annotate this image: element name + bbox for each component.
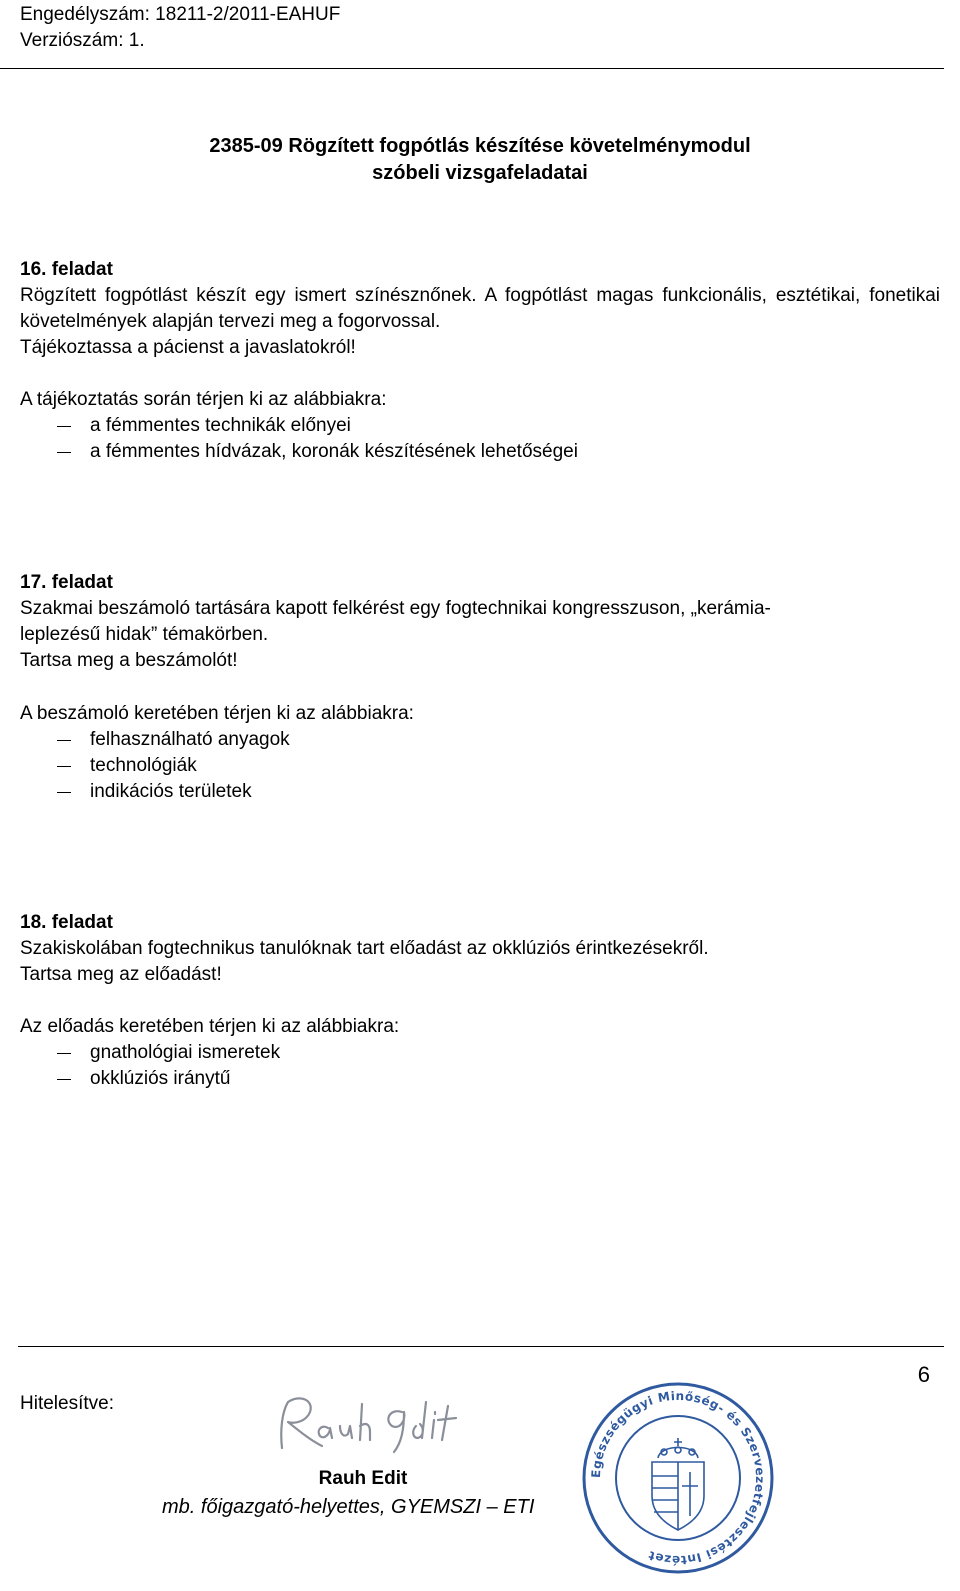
license-number: Engedélyszám: 18211-2/2011-EAHUF — [20, 4, 341, 25]
signer-role: mb. főigazgató-helyettes, GYEMSZI – ETI — [162, 1496, 535, 1518]
task-18-checklist — [20, 1014, 940, 1092]
official-seal-icon — [580, 1380, 776, 1576]
task-heading: 16. feladat — [20, 259, 113, 280]
list-item: felhasználható anyagok — [20, 727, 940, 753]
list-item: okklúziós iránytű — [20, 1066, 940, 1092]
list-item: technológiák — [20, 753, 940, 779]
header-divider — [0, 68, 944, 69]
version-number: Verziószám: 1. — [20, 30, 145, 51]
task-heading: 18. feladat — [20, 912, 113, 933]
task-description: Szakiskolában fogtechnikus tanulóknak tart előadást az okklúziós érintkezésekről. — [20, 938, 709, 959]
checklist-intro: A tájékoztatás során térjen ki az alábbiakra: — [20, 389, 387, 410]
task-instruction: Tájékoztassa a pácienst a javaslatokról! — [20, 337, 356, 358]
checklist — [20, 727, 940, 805]
checklist-intro: Az előadás keretében térjen ki az alábbiakra: — [20, 1016, 400, 1037]
task-16-checklist — [20, 387, 940, 465]
task-18 — [20, 910, 940, 988]
task-instruction: Tartsa meg a beszámolót! — [20, 650, 238, 671]
list-item: indikációs területek — [20, 779, 940, 805]
list-item: a fémmentes technikák előnyei — [20, 413, 940, 439]
title-line-1: 2385-09 Rögzített fogpótlás készítése követelménymodul — [209, 135, 751, 157]
list-item: a fémmentes hídvázak, koronák készítésének lehetőségei — [20, 439, 940, 465]
task-heading: 17. feladat — [20, 572, 113, 593]
signature-image — [270, 1390, 470, 1465]
checklist-intro: A beszámoló keretében térjen ki az alábbiakra: — [20, 703, 414, 724]
task-instruction: Tartsa meg az előadást! — [20, 964, 222, 985]
signer-name: Rauh Edit — [318, 1468, 408, 1489]
document-title — [0, 133, 960, 187]
list-item: gnathológiai ismeretek — [20, 1040, 940, 1066]
certified-label: Hitelesítve: — [20, 1393, 114, 1414]
checklist — [20, 413, 940, 465]
task-description: Rögzített fogpótlást készít egy ismert színésznőnek. A fogpótlást magas funkcionális, esztétikai, fonetikai követelmények alapján tervezi meg a fogorvossal. — [20, 285, 940, 332]
task-description: Szakmai beszámoló tartására kapott felkérést egy fogtechnikai kongresszuson, „kerámia- leplezésű hidak” témakörben. — [20, 598, 771, 645]
task-17 — [20, 570, 940, 674]
footer-divider — [18, 1346, 944, 1347]
page-number: 6 — [917, 1362, 930, 1387]
task-17-checklist — [20, 701, 940, 805]
svg-text:Egészségügyi Minőség- és Szerv: Egészségügyi Minőség- és Szervezetfejlesztési Intézet — [588, 1388, 768, 1568]
task-16 — [20, 257, 940, 361]
checklist — [20, 1040, 940, 1092]
title-line-2: szóbeli vizsgafeladatai — [372, 162, 588, 184]
